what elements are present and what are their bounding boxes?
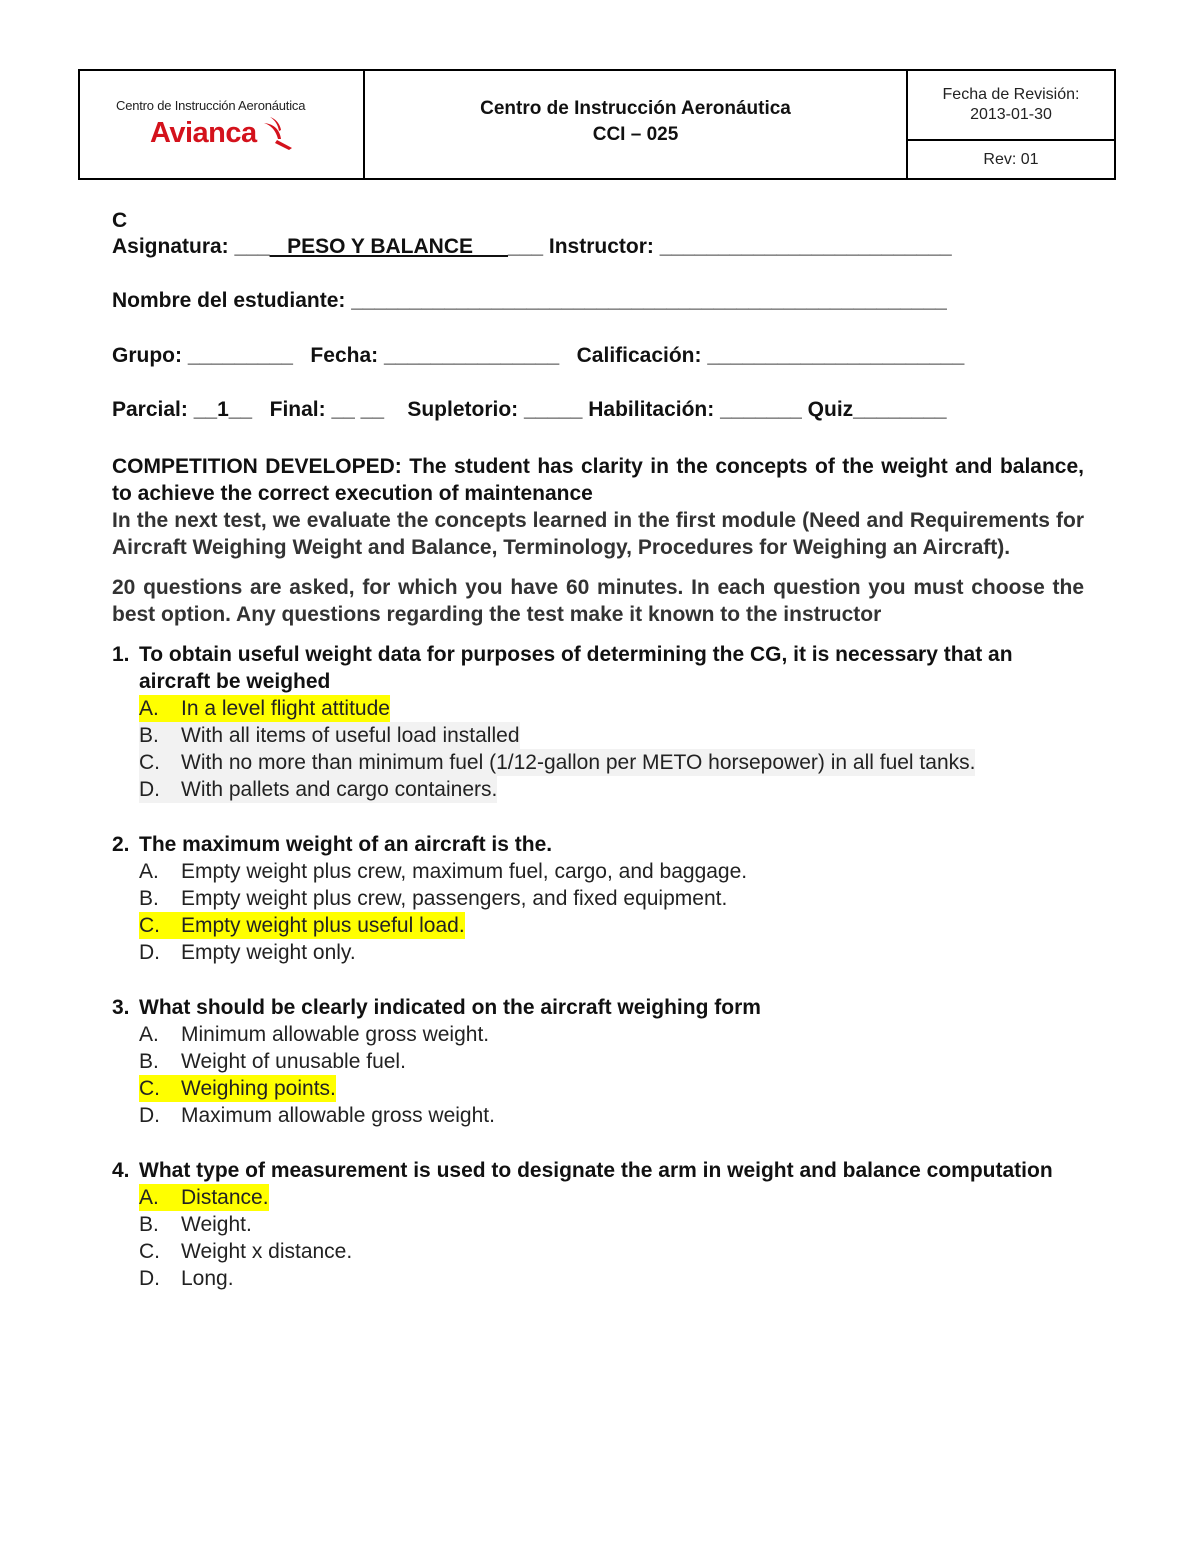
answer-options: [112, 695, 1084, 803]
instructions-paragraph: 20 questions are asked, for which you have 60 minutes. In each question you must choose the best option. Any questions regarding the test make it known to the instructor: [112, 576, 1084, 626]
question-text: To obtain useful weight data for purposes of determining the CG, it is necessary that an aircraft be weighed: [139, 643, 1013, 693]
option-text: Weighing points.: [181, 1077, 336, 1100]
answer-content: [139, 1265, 234, 1292]
exam-content: [112, 208, 1084, 1292]
option-text: Empty weight only.: [181, 941, 356, 964]
test-description: In the next test, we evaluate the concepts learned in the first module (Need and Requirements for Aircraft Weighing Weight and Balance, Terminology, Procedures for Weighing an Aircraft).: [112, 509, 1084, 559]
answer-content: [139, 1102, 495, 1129]
revision-cell: [908, 71, 1114, 178]
answer-content: [139, 858, 747, 885]
revision-number: Rev: 01: [983, 150, 1039, 168]
question-number: 3.: [112, 996, 130, 1019]
asignatura-value[interactable]: PESO Y BALANCE: [269, 235, 509, 258]
answer-option[interactable]: [139, 939, 1084, 966]
option-text: Empty weight plus crew, passengers, and fixed equipment.: [181, 887, 728, 910]
answer-content: [139, 722, 520, 749]
answer-options: [112, 858, 1084, 966]
exam-type-line: [112, 397, 1084, 423]
answer-option[interactable]: [139, 695, 1084, 722]
question-number: 2.: [112, 833, 130, 856]
option-text: Long.: [181, 1267, 234, 1290]
group-date-grade-line[interactable]: Grupo: _________ Fecha: _______________ Calificación: ______________________: [112, 344, 965, 367]
stray-letter: C: [112, 209, 128, 232]
question-text: What should be clearly indicated on the aircraft weighing form: [139, 996, 761, 1019]
bird-icon: [261, 115, 295, 151]
logo-cell: [80, 71, 365, 178]
answer-content: [139, 939, 356, 966]
answer-option[interactable]: [139, 722, 1084, 749]
option-letter: D.: [139, 941, 160, 964]
header-title-cell: [365, 71, 908, 178]
option-text: Weight x distance.: [181, 1240, 353, 1263]
answer-option[interactable]: [139, 1048, 1084, 1075]
option-letter: C.: [139, 1077, 160, 1100]
answer-content: [139, 1021, 489, 1048]
answer-content: [139, 749, 975, 776]
student-name-field[interactable]: Nombre del estudiante: ___________________________________________________: [112, 289, 947, 312]
option-text: Minimum allowable gross weight.: [181, 1023, 490, 1046]
question-title: [112, 641, 1084, 695]
option-text: Empty weight plus useful load.: [181, 914, 465, 937]
answer-option[interactable]: [139, 885, 1084, 912]
option-text: Distance.: [181, 1186, 269, 1209]
option-letter: D.: [139, 1267, 160, 1290]
logo-wordmark: Avianca: [150, 117, 257, 149]
revision-date-label: Fecha de Revisión:: [942, 86, 1080, 103]
question-number: 1.: [112, 643, 130, 666]
answer-option[interactable]: [139, 1102, 1084, 1129]
answer-option[interactable]: [139, 1265, 1084, 1292]
correct-answer-highlight: [139, 912, 465, 939]
option-text: Empty weight plus crew, maximum fuel, cargo, and baggage.: [181, 860, 748, 883]
option-letter: A.: [139, 1023, 159, 1046]
correct-answer-highlight: [139, 1075, 336, 1102]
answer-option[interactable]: [139, 1211, 1084, 1238]
header-title: Centro de Instrucción Aeronáutica: [480, 97, 791, 119]
answer-option[interactable]: [139, 1184, 1084, 1211]
parcial-label: Parcial:: [112, 398, 194, 421]
option-letter: B.: [139, 1213, 159, 1236]
option-text: With all items of useful load installed: [181, 724, 520, 747]
question-3: [112, 994, 1084, 1129]
revision-date: 2013-01-30: [970, 106, 1052, 123]
option-letter: A.: [139, 1186, 159, 1209]
question-number: 4.: [112, 1159, 130, 1182]
option-text: With pallets and cargo containers.: [181, 778, 498, 801]
document-header: [78, 69, 1116, 180]
option-text: In a level flight attitude: [181, 697, 390, 720]
question-4: [112, 1157, 1084, 1292]
answer-options: [112, 1021, 1084, 1129]
question-text: What type of measurement is used to designate the arm in weight and balance computation: [139, 1159, 1053, 1182]
answer-option[interactable]: [139, 1021, 1084, 1048]
answer-options: [112, 1184, 1084, 1292]
question-text: The maximum weight of an aircraft is the.: [139, 833, 553, 856]
option-letter: C.: [139, 1240, 160, 1263]
answer-option[interactable]: [139, 776, 1084, 803]
option-text: Weight of unusable fuel.: [181, 1050, 406, 1073]
answer-option[interactable]: [139, 1075, 1084, 1102]
exam-type-fields[interactable]: Final: __ __ Supletorio: _____ Habilitación: _______ Quiz________: [252, 398, 947, 421]
asignatura-label: Asignatura: ___: [112, 235, 270, 258]
option-text: Weight.: [181, 1213, 252, 1236]
option-letter: B.: [139, 1050, 159, 1073]
asignatura-line: [112, 234, 1084, 260]
instructor-field[interactable]: ___ Instructor: _________________________: [508, 235, 952, 258]
answer-content: [139, 885, 727, 912]
logo-caption: Centro de Instrucción Aeronáutica: [116, 98, 306, 113]
option-letter: C.: [139, 914, 160, 937]
correct-answer-highlight: [139, 695, 390, 722]
question-title: [112, 994, 1084, 1021]
header-code: CCI – 025: [592, 123, 679, 145]
answer-option[interactable]: [139, 858, 1084, 885]
revision-date-cell: [908, 71, 1114, 141]
option-letter: B.: [139, 887, 159, 910]
option-letter: A.: [139, 697, 159, 720]
option-letter: B.: [139, 724, 159, 747]
answer-content: [139, 1238, 352, 1265]
question-title: [112, 831, 1084, 858]
option-text: With no more than minimum fuel (1/12-gallon per METO horsepower) in all fuel tanks.: [181, 751, 976, 774]
avianca-logo: [150, 115, 363, 151]
question-2: [112, 831, 1084, 966]
option-letter: D.: [139, 778, 160, 801]
answer-content: [139, 1211, 252, 1238]
answer-option[interactable]: [139, 749, 1084, 776]
question-title: [112, 1157, 1084, 1184]
answer-option[interactable]: [139, 912, 1084, 939]
answer-option[interactable]: [139, 1238, 1084, 1265]
correct-answer-highlight: [139, 1184, 269, 1211]
option-letter: D.: [139, 1104, 160, 1127]
parcial-value[interactable]: __1__: [193, 398, 253, 421]
answer-content: [139, 1048, 406, 1075]
option-letter: A.: [139, 860, 159, 883]
option-letter: C.: [139, 751, 160, 774]
competition-paragraph: COMPETITION DEVELOPED: The student has clarity in the concepts of the weight and balance, to achieve the correct execution of maintenance: [112, 455, 1084, 505]
answer-content: [139, 776, 497, 803]
option-text: Maximum allowable gross weight.: [181, 1104, 495, 1127]
question-1: [112, 641, 1084, 803]
question-list: [112, 641, 1084, 1292]
